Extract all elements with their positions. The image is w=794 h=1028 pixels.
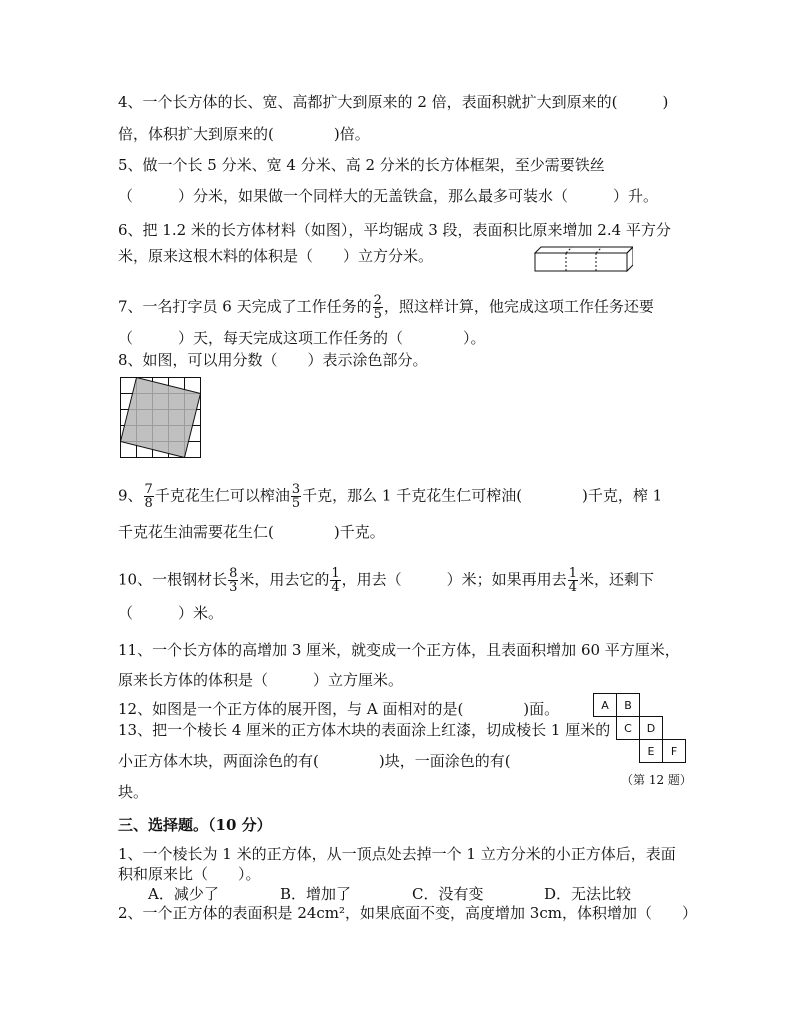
- q7-line2: （ ）天，每天完成这项工作任务的（ ）。: [118, 329, 486, 347]
- q9-fraction-2: $\frac{3}{5}$: [291, 482, 301, 511]
- net-face-e: E: [639, 739, 663, 763]
- q10-fraction-1: $\frac{8}{3}$: [229, 566, 238, 595]
- c1-option-d: D．无法比较: [544, 885, 632, 903]
- net-caption: （第 12 题）: [621, 773, 692, 787]
- q13-line3: 块。: [118, 783, 149, 801]
- c1-option-a: A．减少了: [148, 885, 219, 903]
- q10-text-3: 米，还剩下: [578, 570, 654, 589]
- q9-prefix: 9、: [118, 486, 143, 505]
- q10-text-2: ，用去（ ）米；如果再用去: [341, 570, 567, 589]
- section-title: 三、选择题。（10 分）: [118, 816, 272, 834]
- q10-line2: （ ）米。: [118, 604, 224, 622]
- q10-fraction-3: $\frac{1}{4}$: [568, 566, 577, 595]
- q9-text-2: 千克，那么 1 千克花生仁可榨油( )千克，榨 1: [302, 486, 663, 505]
- q9-line2: 千克花生油需要花生仁( )千克。: [118, 523, 385, 541]
- q10-line1: [118, 567, 654, 594]
- q13-line1: 13、把一个棱长 4 厘米的正方体木块的表面涂上红漆，切成棱长 1 厘米的: [118, 721, 611, 739]
- c1-line2: 积和原来比（ ）。: [118, 865, 261, 883]
- q5-line1: 5、做一个长 5 分米、宽 4 分米、高 2 分米的长方体框架，至少需要铁丝: [118, 156, 605, 174]
- cuboid-figure: [533, 243, 633, 273]
- q13-line2: 小正方体木块，两面涂色的有( )块，一面涂色的有(: [118, 752, 511, 770]
- net-face-c: C: [616, 716, 640, 740]
- q7-text-a: 7、一名打字员 6 天完成了工作任务的: [118, 297, 372, 316]
- q9-fraction-1: $\frac{7}{8}$: [144, 482, 153, 511]
- c2-line1: 2、一个正方体的表面积是 24cm²，如果底面不变，高度增加 3cm，体积增加（ ）: [118, 904, 697, 922]
- q4-line2: 倍，体积扩大到原来的( )倍。: [118, 125, 370, 143]
- q4-line1: 4、一个长方体的长、宽、高都扩大到原来的 2 倍，表面积就扩大到原来的( ): [118, 93, 669, 111]
- q10-text-1: 米，用去它的: [239, 570, 330, 589]
- q11-line2: 原来长方体的体积是（ ）立方厘米。: [118, 671, 404, 689]
- q10-fraction-2: $\frac{1}{4}$: [331, 566, 340, 595]
- grid-figure: [120, 377, 202, 459]
- c1-option-b: B．增加了: [280, 885, 352, 903]
- q5-line2: （ ）分米，如果做一个同样大的无盖铁盒，那么最多可装水（ ）升。: [118, 187, 659, 205]
- cube-net-figure: [593, 693, 697, 793]
- q7-text-b: ，照这样计算，他完成这项工作任务还要: [383, 297, 654, 316]
- c1-line1: 1、一个棱长为 1 米的正方体，从一顶点处去掉一个 1 立方分米的小正方体后，表面: [118, 845, 676, 863]
- q7-line1: [118, 294, 654, 321]
- q9-line1: [118, 483, 662, 510]
- net-face-b: B: [616, 693, 640, 717]
- q6-line1: 6、把 1.2 米的长方体材料（如图），平均锯成 3 段，表面积比原来增加 2.4 平方分: [118, 221, 671, 239]
- q6-line2: 米，原来这根木料的体积是（ ）立方分米。: [118, 247, 434, 265]
- q11-line1: 11、一个长方体的高增加 3 厘米，就变成一个正方体，且表面积增加 60 平方厘米，: [118, 641, 680, 659]
- net-face-d: D: [639, 716, 663, 740]
- q9-text-1: 千克花生仁可以榨油: [154, 486, 290, 505]
- c1-option-c: C．没有变: [412, 885, 484, 903]
- q10-prefix: 10、一根钢材长: [118, 570, 228, 589]
- q8-line1: 8、如图，可以用分数（ ）表示涂色部分。: [118, 351, 428, 369]
- q7-fraction: $\frac{2}{5}$: [373, 293, 382, 322]
- net-face-f: F: [662, 739, 686, 763]
- q12-line1: 12、如图是一个正方体的展开图，与 A 面相对的是( )面。: [118, 700, 560, 718]
- net-face-a: A: [593, 693, 617, 717]
- shaded-square: [121, 378, 201, 458]
